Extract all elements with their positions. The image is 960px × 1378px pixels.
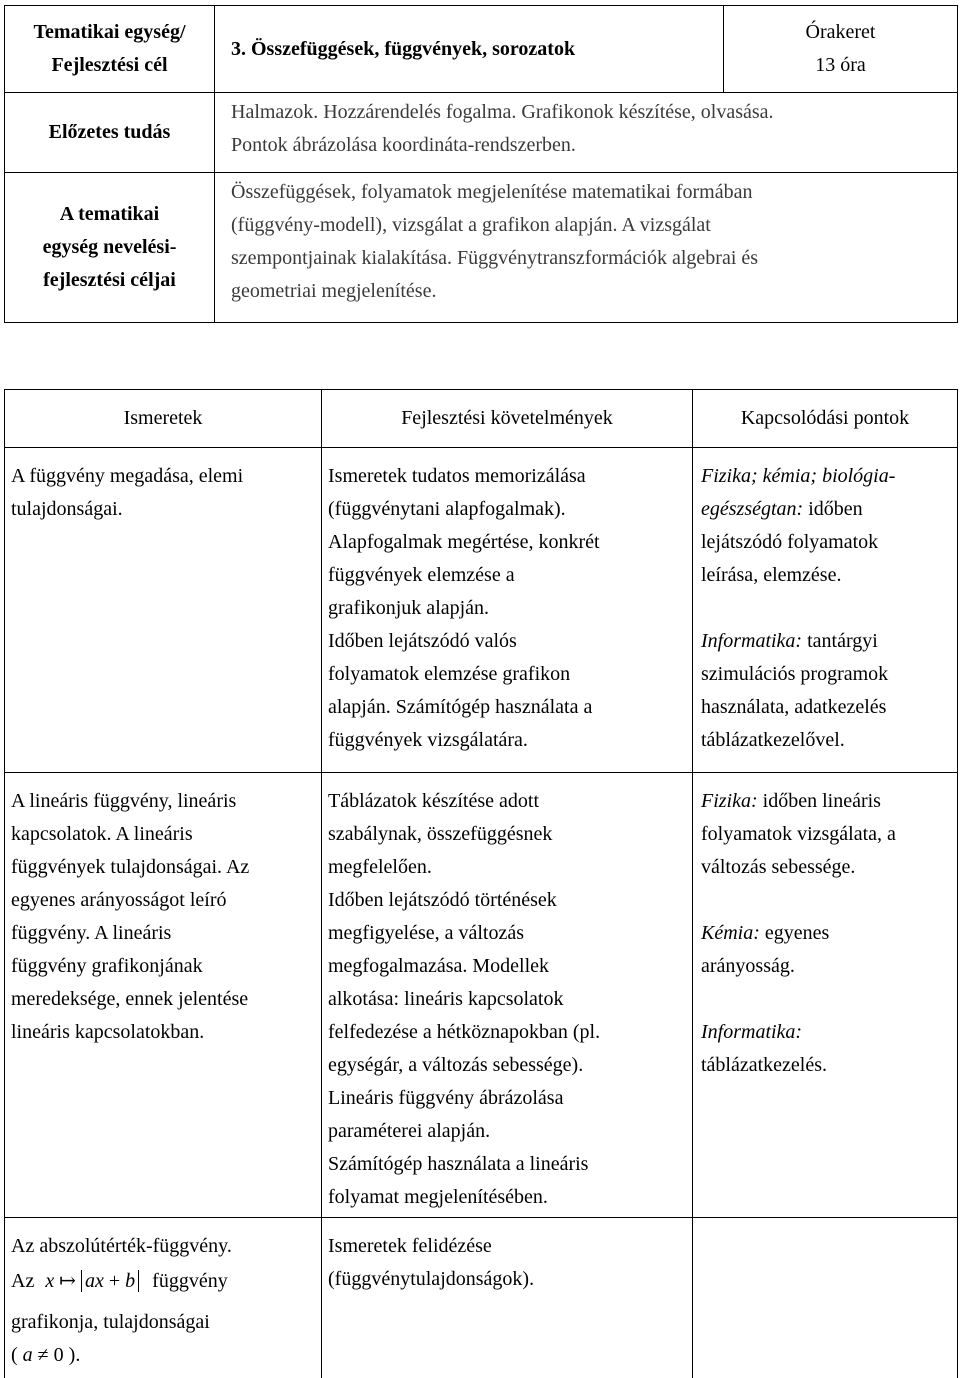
goals-label-line: egység nevelési- (42, 236, 177, 258)
text-line: időben (803, 498, 863, 520)
text-line: egységár, a változás sebessége). (328, 1054, 584, 1076)
subject-label: egészségtan: (701, 498, 804, 520)
text-line: lejátszódó folyamatok (701, 531, 879, 553)
row2-connections (693, 773, 958, 1218)
subject-label: Informatika: (701, 630, 803, 652)
text-line: lineáris kapcsolatokban. (11, 1021, 205, 1043)
text-line: Időben lejátszódó történések (328, 889, 557, 911)
row2-requirements (322, 773, 693, 1218)
text-line: Az (11, 1270, 35, 1292)
text-line: függvény grafikonjának (11, 955, 203, 977)
text-line: táblázatkezelővel. (701, 729, 845, 751)
absolute-value-expression: ax + b (81, 1270, 139, 1292)
text-line: alapján. Számítógép használata a (328, 696, 593, 718)
row2-knowledge (5, 773, 322, 1218)
text-line: függvények vizsgálatára. (328, 729, 528, 751)
text-line: leírása, elemzése. (701, 564, 842, 586)
unit-title: 3. Összefüggések, függvények, sorozatok (215, 6, 724, 93)
text-line: folyamatok vizsgálata, a (701, 823, 896, 845)
row1-connections (693, 448, 958, 773)
prereq-line: Halmazok. Hozzárendelés fogalma. Grafikonok készítése, olvasása. (231, 101, 774, 123)
text-line: Időben lejátszódó valós (328, 630, 517, 652)
col-header-connections: Kapcsolódási pontok (693, 390, 958, 448)
content-table (4, 389, 958, 1378)
text-line: szabálynak, összefüggésnek (328, 823, 553, 845)
text-line: használata, adatkezelés (701, 696, 887, 718)
text-line: tantárgyi (802, 630, 878, 652)
prereq-label: Előzetes tudás (5, 93, 215, 173)
goals-label-line: fejlesztési céljai (43, 269, 176, 291)
text-line: időben lineáris (757, 790, 881, 812)
row3-knowledge (5, 1218, 322, 1378)
goals-label (5, 173, 215, 323)
maps-to-symbol: ↦ (59, 1270, 76, 1292)
text-line: Számítógép használata a lineáris (328, 1153, 589, 1175)
text-line: A függvény megadása, elemi (11, 465, 244, 487)
unit-label-line1: Tematikai egység/ (33, 21, 186, 43)
text-line: függvény (152, 1270, 228, 1292)
subject-label: Fizika; kémia; biológia- (701, 465, 896, 487)
text-line: tulajdonságai. (11, 498, 123, 520)
text-line: Ismeretek felidézése (328, 1235, 492, 1257)
text-line: paraméterei alapján. (328, 1120, 491, 1142)
text-line: egyenes arányosságot leíró (11, 889, 227, 911)
subject-label: Fizika: (701, 790, 758, 812)
text-line: Az abszolútérték-függvény. (11, 1235, 232, 1257)
hours-cell (724, 6, 958, 93)
col-header-knowledge: Ismeretek (5, 390, 322, 448)
text-line: folyamatok elemzése grafikon (328, 663, 571, 685)
goals-text (215, 173, 958, 323)
text-line: megfogalmazása. Modellek (328, 955, 550, 977)
text-line: A lineáris függvény, lineáris (11, 790, 237, 812)
text-line: megfigyelése, a változás (328, 922, 525, 944)
text-line: szimulációs programok (701, 663, 889, 685)
goals-line: szempontjainak kialakítása. Függvénytranszformációk algebrai és (231, 247, 759, 269)
hours-label: Órakeret (805, 21, 876, 43)
text-line: meredeksége, ennek jelentése (11, 988, 249, 1010)
unit-label-line2: Fejlesztési cél (51, 54, 168, 76)
text-line: (függvénytulajdonságok). (328, 1268, 535, 1290)
text-line: arányosság. (701, 955, 795, 977)
text-line: Lineáris függvény ábrázolása (328, 1087, 564, 1109)
row1-knowledge (5, 448, 322, 773)
goals-line: (függvény-modell), vizsgálat a grafikon alapján. A vizsgálat (231, 214, 711, 236)
goals-line: Összefüggések, folyamatok megjelenítése matematikai formában (231, 181, 753, 203)
text-line: kapcsolatok. A lineáris (11, 823, 193, 845)
formula-line (11, 1265, 313, 1298)
text-line: Ismeretek tudatos memorizálása (328, 465, 586, 487)
text-line: táblázatkezelés. (701, 1054, 828, 1076)
text-line: alkotása: lineáris kapcsolatok (328, 988, 564, 1010)
text-line: folyamat megjelenítésében. (328, 1186, 548, 1208)
text-line: függvények elemzése a (328, 564, 515, 586)
goals-label-line: A tematikai (59, 203, 160, 225)
unit-label-cell (5, 6, 215, 93)
prereq-line: Pontok ábrázolása koordináta-rendszerben. (231, 134, 576, 156)
text-line: változás sebessége. (701, 856, 856, 878)
text-line: felfedezése a hétköznapokban (pl. (328, 1021, 601, 1043)
text-line: Alapfogalmak megértése, konkrét (328, 531, 600, 553)
condition-line: ( a ≠ 0 ). (11, 1344, 81, 1366)
text-line: grafikonja, tulajdonságai (11, 1311, 210, 1333)
text-line: grafikonjuk alapján. (328, 597, 490, 619)
row1-requirements (322, 448, 693, 773)
text-line: Táblázatok készítése adott (328, 790, 540, 812)
prereq-text (215, 93, 958, 173)
unit-info-table (4, 5, 958, 323)
text-line: megfelelően. (328, 856, 432, 878)
formula-var: x (45, 1270, 55, 1292)
subject-label: Kémia: (701, 922, 760, 944)
text-line: egyenes (759, 922, 830, 944)
goals-line: geometriai megjelenítése. (231, 280, 437, 302)
subject-label: Informatika: (701, 1021, 803, 1043)
row3-connections (693, 1218, 958, 1378)
text-line: függvények tulajdonságai. Az (11, 856, 250, 878)
text-line: (függvénytani alapfogalmak). (328, 498, 566, 520)
hours-value: 13 óra (815, 54, 866, 76)
row3-requirements (322, 1218, 693, 1378)
text-line: függvény. A lineáris (11, 922, 172, 944)
col-header-requirements: Fejlesztési követelmények (322, 390, 693, 448)
